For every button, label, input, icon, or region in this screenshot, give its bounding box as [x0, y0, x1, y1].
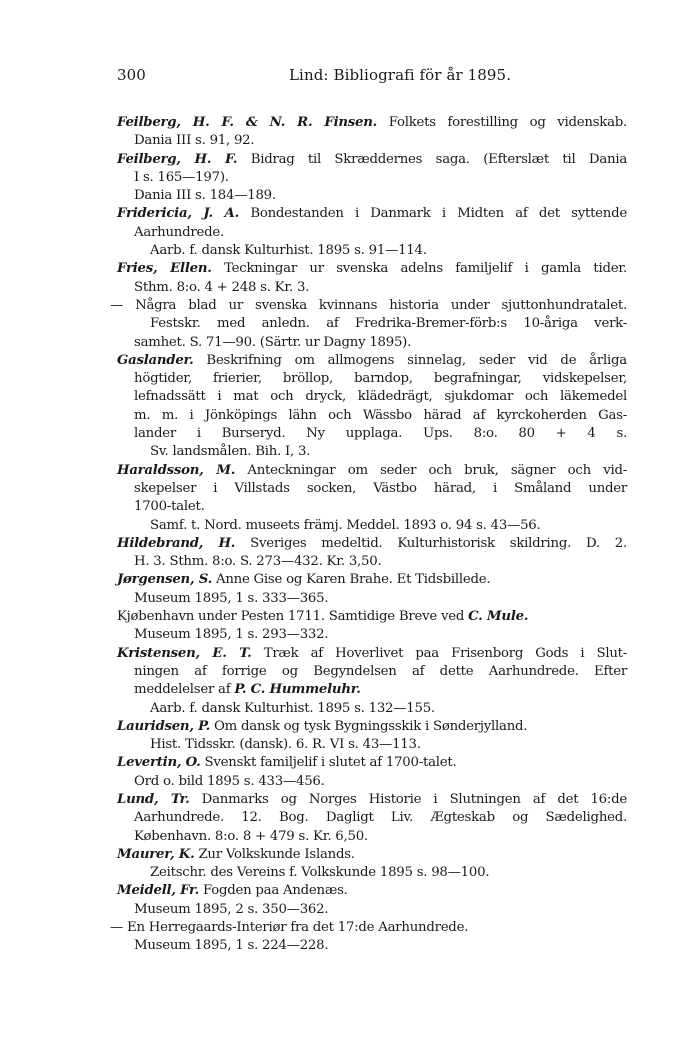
bibliography-entry	[117, 608, 627, 645]
bibliography-entry	[117, 462, 627, 535]
entry-line: Dania III s. 91, 92.	[134, 133, 255, 149]
entry-line: — En Herregaards-Interiør fra det 17:de Aarhundrede.	[110, 920, 469, 936]
entry-source: Aarb. f. dansk Kulturhist. 1895 s. 132—155.	[150, 700, 435, 716]
entry-line: Fridericia, J. A. Bondestanden i Danmark i Midten af det syttende	[117, 206, 627, 222]
entry-line: Meidell, Fr. Fogden paa Andenæs.	[117, 883, 348, 899]
entry-line: skepelser i Villstads socken, Västbo härad, i Småland under	[134, 480, 627, 496]
entry-line: Museum 1895, 1 s. 224—228.	[134, 938, 329, 954]
entry-line: lander i Burseryd. Ny upplaga. Ups. 8:o. 80 + 4 s.	[134, 426, 627, 442]
entry-line: 1700-talet.	[134, 499, 205, 515]
entry-line: Kjøbenhavn under Pesten 1711. Samtidige Breve ved C. Mule.	[117, 609, 529, 625]
entry-source: Sv. landsmålen. Bih. I, 3.	[150, 444, 311, 460]
bibliography-entry	[117, 754, 627, 791]
entry-line: Maurer, K. Zur Volkskunde Islands.	[117, 846, 355, 862]
bibliography-entry	[117, 846, 627, 883]
entry-line: Sthm. 8:o. 4 + 248 s. Kr. 3.	[134, 279, 310, 295]
entry-line: Jørgensen, S. Anne Gise og Karen Brahe. Et Tidsbillede.	[117, 572, 491, 588]
entry-line: Aarhundrede.	[134, 224, 224, 240]
entry-line: København. 8:o. 8 + 479 s. Kr. 6,50.	[134, 828, 368, 844]
entry-line: Lund, Tr. Danmarks og Norges Historie i Slutningen af det 16:de	[117, 791, 627, 807]
entry-line: — Några blad ur svenska kvinnans historia under sjuttonhundratalet.	[110, 297, 627, 313]
entry-line: Festskr. med anledn. af Fredrika-Bremer-förb:s 10-åriga verk-	[150, 316, 627, 332]
bibliography-entry	[117, 151, 627, 206]
entry-line: Lauridsen, P. Om dansk og tysk Bygningsskik i Sønderjylland.	[117, 718, 528, 734]
bibliography-entry	[117, 718, 627, 755]
entry-line: Hildebrand, H. Sveriges medeltid. Kulturhistorisk skildring. D. 2.	[117, 535, 627, 551]
bibliography-entry	[117, 352, 627, 462]
bibliography-entry	[117, 535, 627, 572]
bibliography-entry	[117, 882, 627, 919]
entry-line: lefnadssätt i mat och dryck, klädedrägt, sjukdomar och läkemedel	[134, 389, 627, 405]
bibliography-entry	[110, 297, 627, 352]
entry-line: meddelelser af P. C. Hummeluhr.	[134, 682, 361, 698]
entry-line: I s. 165—197).	[134, 169, 229, 185]
entry-line: Feilberg, H. F. & N. R. Finsen. Folkets forestilling og videnskab.	[117, 115, 628, 130]
entry-line: H. 3. Sthm. 8:o. S. 273—432. Kr. 3,50.	[134, 554, 382, 570]
bibliography-entry	[117, 260, 627, 297]
bibliography-entry	[117, 571, 627, 608]
entry-source: Samf. t. Nord. museets främj. Meddel. 1893 o. 94 s. 43—56.	[150, 517, 541, 533]
entry-line: m. m. i Jönköpings lähn och Wässbo härad af kyrckoherden Gas-	[134, 407, 627, 423]
entry-line: Haraldsson, M. Anteckningar om seder och bruk, sägner och vid-	[117, 462, 627, 478]
entry-line: Fries, Ellen. Teckningar ur svenska adelns familjelif i gamla tider.	[117, 261, 627, 277]
entry-line: Museum 1895, 1 s. 293—332.	[134, 627, 329, 643]
entry-line: Gaslander. Beskrifning om allmogens sinnelag, seder vid de årliga	[117, 352, 627, 368]
entry-line: ningen af forrige og Begyndelsen af dette Aarhundrede. Efter	[134, 663, 627, 679]
running-title: Lind: Bibliografi för år 1895.	[289, 66, 512, 84]
entry-line: Dania III s. 184—189.	[134, 188, 276, 204]
entry-line: Aarhundrede. 12. Bog. Dagligt Liv. Ægteskab og Sædelighed.	[134, 810, 627, 826]
entry-source: Aarb. f. dansk Kulturhist. 1895 s. 91—114.	[150, 243, 427, 259]
entry-line: Ord o. bild 1895 s. 433—456.	[134, 773, 325, 789]
page-number: 300	[117, 66, 146, 84]
entry-line: samhet. S. 71—90. (Särtr. ur Dagny 1895).	[134, 334, 412, 350]
running-header	[117, 66, 625, 88]
bibliography-entry	[117, 645, 627, 718]
bibliography-entry	[110, 919, 627, 956]
bibliography-entry	[117, 791, 627, 846]
entry-line: Museum 1895, 2 s. 350—362.	[134, 901, 329, 917]
entry-line: Kristensen, E. T. Træk af Hoverlivet paa Frisenborg Gods i Slut-	[117, 645, 628, 661]
bibliography-entry	[117, 114, 627, 151]
entry-line: Levertin, O. Svenskt familjelif i slutet af 1700-talet.	[117, 755, 457, 771]
entry-line: Museum 1895, 1 s. 333—365.	[134, 590, 329, 606]
entry-line: Feilberg, H. F. Bidrag til Skræddernes saga. (Efterslæt til Dania	[117, 151, 627, 167]
bibliography-entry	[117, 205, 627, 260]
entry-source: Zeitschr. des Vereins f. Volkskunde 1895 s. 98—100.	[150, 865, 490, 881]
entry-source: Hist. Tidsskr. (dansk). 6. R. VI s. 43—113.	[150, 737, 421, 753]
bibliography-list	[110, 114, 628, 956]
entry-line: högtider, frierier, bröllop, barndop, begrafningar, vidskepelser,	[134, 371, 627, 387]
